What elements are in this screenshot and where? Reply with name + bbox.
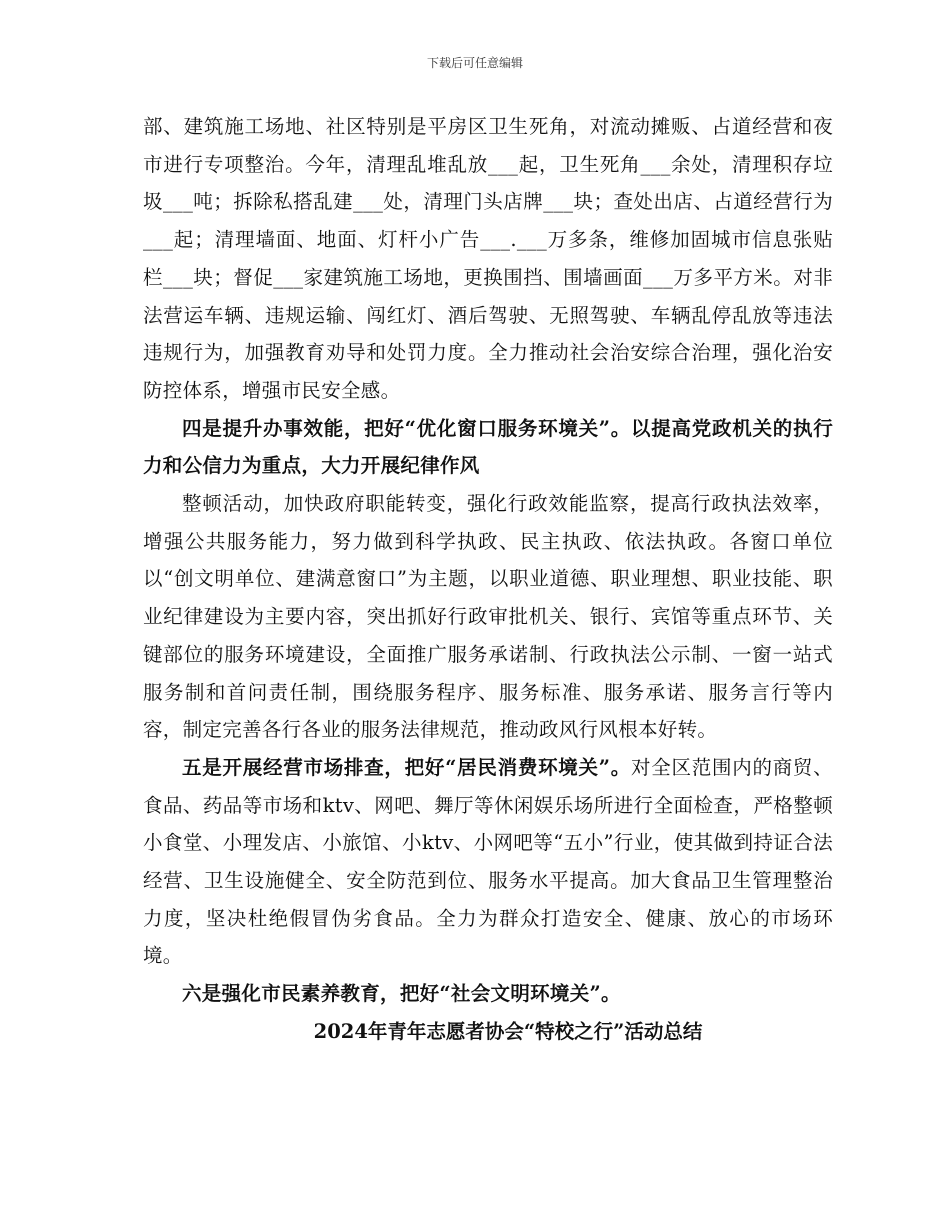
paragraph-5-lead: 六是强化市民素养教育， bbox=[182, 982, 400, 1006]
paragraph-4 bbox=[143, 749, 833, 975]
paragraph-1: 部、建筑施工场地、社区特别是平房区卫生死角，对流动摊贩、占道经营和夜市进行专项整治。今年，清理乱堆乱放___起，卫生死角___余处，清理积存垃圾___吨；拆除私搭乱建___处，清理门头店牌___块；查处出店、占道经营行为___起；清理墙面、地面、灯杆小广告___.___万多条，维修加固城市信息张贴栏___块；督促___家建筑施工场地，更换围挡、围墙画面___万多平方米。对非法营运车辆、违规运输、闯红灯、酒后驾驶、无照驾驶、车辆乱停乱放等违法违规行为，加强教育劝导和处罚力度。全力推动社会治安综合治理，强化治安防控体系，增强市民安全感。 bbox=[143, 115, 833, 402]
paragraph-4-lead: 五是开展经营市场排查，把好“居民消费环境关”。 bbox=[182, 755, 631, 779]
paragraph-2-heading: 四是提升办事效能，把好“优化窗口服务环境关”。以提高党政机关的执行力和公信力为重点，大力开展纪律作风 bbox=[143, 416, 833, 478]
paragraph-5 bbox=[143, 975, 833, 1013]
next-document-title: 2024年青年志愿者协会“特校之行”活动总结 bbox=[313, 1019, 703, 1043]
document-body bbox=[143, 108, 833, 1051]
page-header: 下载后可任意编辑 bbox=[426, 56, 523, 70]
paragraph-5-body: 把好“社会文明环境关”。 bbox=[399, 982, 621, 1006]
paragraph-4-body: 对全区范围内的商贸、食品、药品等市场和ktv、网吧、舞厅等休闲娱乐场所进行全面检查，严格整顿小食堂、小理发店、小旅馆、小ktv、小网吧等“五小”行业，使其做到持证合法经营、卫生设施健全、安全防范到位、服务水平提高。加大食品卫生管理整治力度，坚决杜绝假冒伪劣食品。全力为群众打造安全、健康、放心的市场环境。 bbox=[143, 755, 833, 968]
paragraph-3: 整顿活动，加快政府职能转变，强化行政效能监察，提高行政执法效率，增强公共服务能力，努力做到科学执政、民主执政、依法执政。各窗口单位以“创文明单位、建满意窗口”为主题，以职业道德、职业理想、职业技能、职业纪律建设为主要内容，突出抓好行政审批机关、银行、宾馆等重点环节、关键部位的服务环境建设，全面推广服务承诺制、行政执法公示制、一窗一站式服务制和首问责任制，围绕服务程序、服务标准、服务承诺、服务言行等内容，制定完善各行各业的服务法律规范，推动政风行风根本好转。 bbox=[143, 492, 833, 742]
